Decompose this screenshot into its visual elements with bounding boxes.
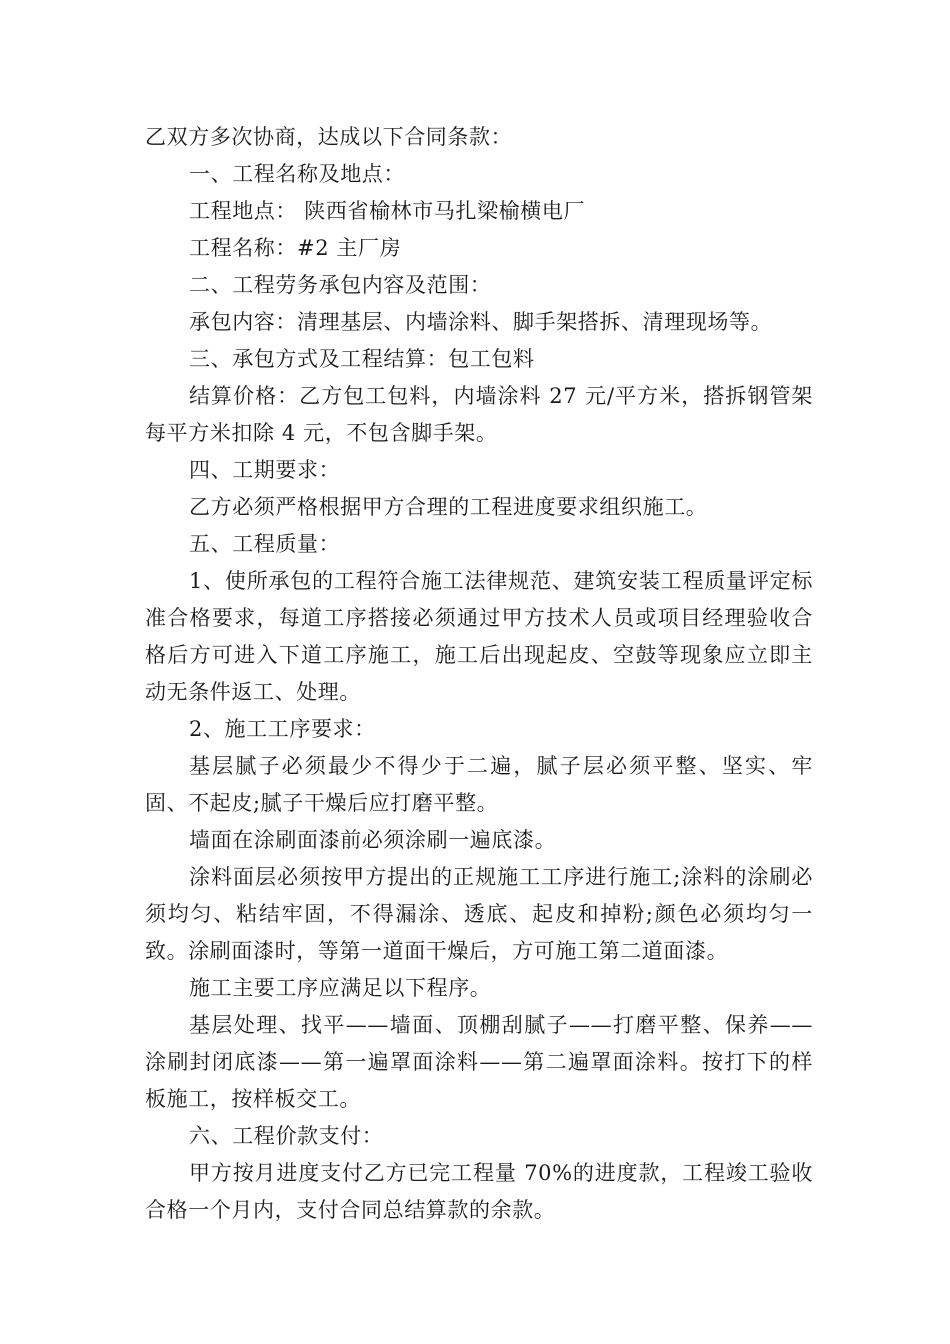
section-heading-project-name-location: 一、工程名称及地点： xyxy=(189,162,405,186)
quality-clause-1: 1、使所承包的工程符合施工法律规范、建筑安装工程质量评定标准合格要求，每道工序搭接必须通过甲方技术人员或项目经理验收合格后方可进入下道工序施工，施工后出现起皮、空鼓等现象应立即主动无条件返工、处理。 xyxy=(145,569,813,704)
section-heading-quality: 五、工程质量： xyxy=(189,532,341,556)
contract-intro-line: 乙双方多次协商，达成以下合同条款： xyxy=(145,125,513,149)
putty-requirement: 基层腻子必须最少不得少于二遍，腻子层必须平整、坚实、牢固、不起皮;腻子干燥后应打磨平整。 xyxy=(145,754,813,815)
document-body xyxy=(145,119,813,1229)
coating-requirement: 涂料面层必须按甲方提出的正规施工工序进行施工;涂料的涂刷必须均匀、粘结牢固，不得漏涂、透底、起皮和掉粉;颜色必须均匀一致。涂刷面漆时，等第一道面干燥后，方可施工第二道面漆。 xyxy=(145,865,813,963)
schedule-requirement: 乙方必须严格根据甲方合理的工程进度要求组织施工。 xyxy=(189,495,708,519)
project-name: 工程名称：#2 主厂房 xyxy=(189,236,402,260)
procedure-steps: 基层处理、找平——墙面、顶棚刮腻子——打磨平整、保养——涂刷封闭底漆——第一遍罩面涂料——第二遍罩面涂料。按打下的样板施工，按样板交工。 xyxy=(145,1013,813,1111)
settlement-price: 结算价格：乙方包工包料，内墙涂料 27 元/平方米，搭拆钢管架每平方米扣除 4 元，不包含脚手架。 xyxy=(145,384,813,445)
quality-clause-2-heading: 2、施工工序要求： xyxy=(189,717,376,741)
procedure-intro: 施工主要工序应满足以下程序。 xyxy=(189,976,492,1000)
contract-content: 承包内容：清理基层、内墙涂料、脚手架搭拆、清理现场等。 xyxy=(189,310,773,334)
section-heading-payment: 六、工程价款支付： xyxy=(189,1124,384,1148)
section-heading-schedule: 四、工期要求： xyxy=(189,458,341,482)
section-heading-settlement: 三、承包方式及工程结算：包工包料 xyxy=(189,347,535,371)
project-location: 工程地点： 陕西省榆林市马扎梁榆横电厂 xyxy=(189,199,586,223)
primer-requirement: 墙面在涂刷面漆前必须涂刷一遍底漆。 xyxy=(189,828,557,852)
section-heading-scope: 二、工程劳务承包内容及范围： xyxy=(189,273,492,297)
payment-terms: 甲方按月进度支付乙方已完工程量 70%的进度款，工程竣工验收合格一个月内，支付合同总结算款的余款。 xyxy=(145,1161,813,1222)
